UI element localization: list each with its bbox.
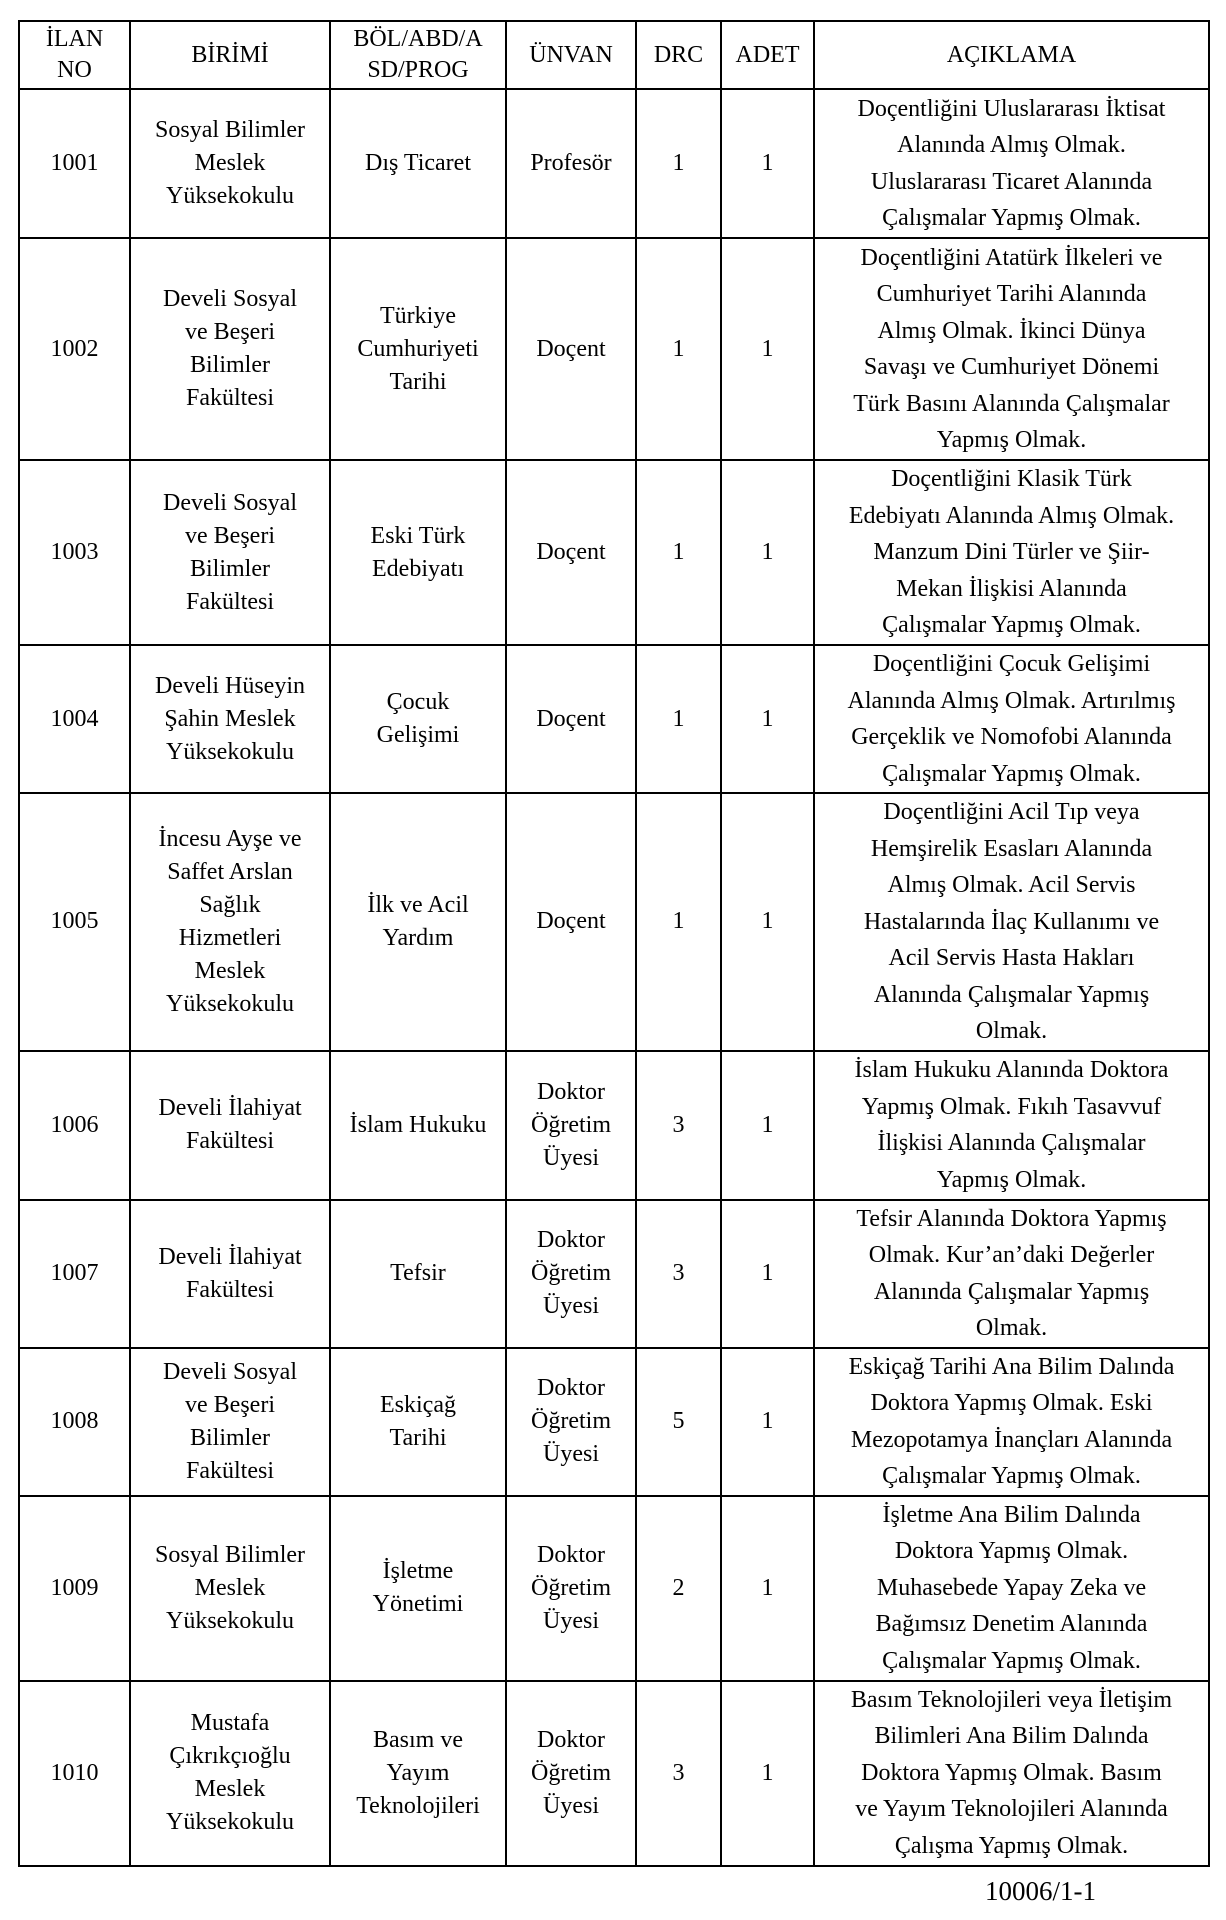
table-row: [19, 1051, 1209, 1200]
table-row: [19, 1200, 1209, 1348]
cell-adet: 1: [721, 645, 814, 793]
cell-adet: 1: [721, 1200, 814, 1348]
cell-drc: 3: [636, 1681, 721, 1866]
cell-unvan: Doçent: [506, 460, 636, 645]
table-row: [19, 1348, 1209, 1496]
cell-bolum: İslam Hukuku: [330, 1051, 506, 1200]
table-row: [19, 1681, 1209, 1866]
cell-unvan: Doçent: [506, 645, 636, 793]
cell-ilan-no: 1010: [19, 1681, 130, 1866]
cell-ilan-no: 1002: [19, 238, 130, 460]
cell-birimi: İncesu Ayşe ve Saffet Arslan Sağlık Hizmetleri Meslek Yüksekokulu: [130, 793, 330, 1051]
cell-bolum: Basım ve Yayım Teknolojileri: [330, 1681, 506, 1866]
cell-bolum: Dış Ticaret: [330, 89, 506, 238]
cell-adet: 1: [721, 460, 814, 645]
cell-bolum: İşletme Yönetimi: [330, 1496, 506, 1681]
cell-ilan-no: 1005: [19, 793, 130, 1051]
header-ilan-no: İLAN NO: [19, 21, 130, 89]
cell-adet: 1: [721, 1681, 814, 1866]
cell-bolum: İlk ve Acil Yardım: [330, 793, 506, 1051]
cell-birimi: Develi İlahiyat Fakültesi: [130, 1200, 330, 1348]
cell-drc: 1: [636, 460, 721, 645]
cell-unvan: Profesör: [506, 89, 636, 238]
header-bolum: BÖL/ABD/A SD/PROG: [330, 21, 506, 89]
cell-aciklama: Eskiçağ Tarihi Ana Bilim Dalında Doktora Yapmış Olmak. Eski Mezopotamya İnançları Alanında Çalışmalar Yapmış Olmak.: [814, 1348, 1209, 1496]
cell-ilan-no: 1007: [19, 1200, 130, 1348]
header-aciklama: AÇIKLAMA: [814, 21, 1209, 89]
cell-drc: 5: [636, 1348, 721, 1496]
cell-birimi: Sosyal Bilimler Meslek Yüksekokulu: [130, 89, 330, 238]
cell-drc: 1: [636, 89, 721, 238]
cell-ilan-no: 1004: [19, 645, 130, 793]
table-row: [19, 793, 1209, 1051]
cell-unvan: Doktor Öğretim Üyesi: [506, 1681, 636, 1866]
header-drc: DRC: [636, 21, 721, 89]
header-birimi: BİRİMİ: [130, 21, 330, 89]
cell-unvan: Doktor Öğretim Üyesi: [506, 1200, 636, 1348]
cell-birimi: Sosyal Bilimler Meslek Yüksekokulu: [130, 1496, 330, 1681]
cell-ilan-no: 1003: [19, 460, 130, 645]
cell-aciklama: İslam Hukuku Alanında Doktora Yapmış Olmak. Fıkıh Tasavvuf İlişkisi Alanında Çalışmalar Yapmış Olmak.: [814, 1051, 1209, 1200]
cell-birimi: Develi Sosyal ve Beşeri Bilimler Fakültesi: [130, 1348, 330, 1496]
table-row: [19, 645, 1209, 793]
cell-unvan: Doktor Öğretim Üyesi: [506, 1051, 636, 1200]
cell-aciklama: Doçentliğini Uluslararası İktisat Alanında Almış Olmak. Uluslararası Ticaret Alanında Çalışmalar Yapmış Olmak.: [814, 89, 1209, 238]
cell-drc: 3: [636, 1051, 721, 1200]
cell-adet: 1: [721, 89, 814, 238]
cell-birimi: Develi İlahiyat Fakültesi: [130, 1051, 330, 1200]
table-row: [19, 460, 1209, 645]
cell-unvan: Doçent: [506, 793, 636, 1051]
cell-bolum: Çocuk Gelişimi: [330, 645, 506, 793]
cell-drc: 1: [636, 645, 721, 793]
cell-bolum: Eski Türk Edebiyatı: [330, 460, 506, 645]
table-row: [19, 89, 1209, 238]
cell-birimi: Mustafa Çıkrıkçıoğlu Meslek Yüksekokulu: [130, 1681, 330, 1866]
cell-ilan-no: 1008: [19, 1348, 130, 1496]
header-row: [19, 21, 1209, 89]
cell-aciklama: Basım Teknolojileri veya İletişim Bilimleri Ana Bilim Dalında Doktora Yapmış Olmak. Basım ve Yayım Teknolojileri Alanında Çalışma Yapmış Olmak.: [814, 1681, 1209, 1866]
cell-adet: 1: [721, 1348, 814, 1496]
header-adet: ADET: [721, 21, 814, 89]
cell-aciklama: Tefsir Alanında Doktora Yapmış Olmak. Kur’an’daki Değerler Alanında Çalışmalar Yapmış Olmak.: [814, 1200, 1209, 1348]
cell-drc: 3: [636, 1200, 721, 1348]
cell-unvan: Doçent: [506, 238, 636, 460]
cell-adet: 1: [721, 793, 814, 1051]
cell-ilan-no: 1009: [19, 1496, 130, 1681]
cell-aciklama: Doçentliğini Çocuk Gelişimi Alanında Almış Olmak. Artırılmış Gerçeklik ve Nomofobi Alanında Çalışmalar Yapmış Olmak.: [814, 645, 1209, 793]
cell-bolum: Türkiye Cumhuriyeti Tarihi: [330, 238, 506, 460]
table-row: [19, 238, 1209, 460]
cell-bolum: Eskiçağ Tarihi: [330, 1348, 506, 1496]
cell-ilan-no: 1001: [19, 89, 130, 238]
cell-birimi: Develi Sosyal ve Beşeri Bilimler Fakültesi: [130, 238, 330, 460]
cell-drc: 1: [636, 238, 721, 460]
header-unvan: ÜNVAN: [506, 21, 636, 89]
cell-drc: 2: [636, 1496, 721, 1681]
cell-birimi: Develi Hüseyin Şahin Meslek Yüksekokulu: [130, 645, 330, 793]
cell-unvan: Doktor Öğretim Üyesi: [506, 1348, 636, 1496]
cell-aciklama: Doçentliğini Acil Tıp veya Hemşirelik Esasları Alanında Almış Olmak. Acil Servis Hastalarında İlaç Kullanımı ve Acil Servis Hasta Hakları Alanında Çalışmalar Yapmış Olmak.: [814, 793, 1209, 1051]
document-code: 10006/1-1: [985, 1876, 1096, 1906]
cell-aciklama: Doçentliğini Klasik Türk Edebiyatı Alanında Almış Olmak. Manzum Dini Türler ve Şiir- Mekan İlişkisi Alanında Çalışmalar Yapmış Olmak.: [814, 460, 1209, 645]
cell-birimi: Develi Sosyal ve Beşeri Bilimler Fakültesi: [130, 460, 330, 645]
cell-unvan: Doktor Öğretim Üyesi: [506, 1496, 636, 1681]
cell-bolum: Tefsir: [330, 1200, 506, 1348]
cell-aciklama: İşletme Ana Bilim Dalında Doktora Yapmış Olmak. Muhasebede Yapay Zeka ve Bağımsız Denetim Alanında Çalışmalar Yapmış Olmak.: [814, 1496, 1209, 1681]
cell-ilan-no: 1006: [19, 1051, 130, 1200]
table-row: [19, 1496, 1209, 1681]
position-table: [18, 20, 1210, 1867]
cell-adet: 1: [721, 1496, 814, 1681]
cell-drc: 1: [636, 793, 721, 1051]
cell-adet: 1: [721, 1051, 814, 1200]
cell-aciklama: Doçentliğini Atatürk İlkeleri ve Cumhuriyet Tarihi Alanında Almış Olmak. İkinci Dünya Savaşı ve Cumhuriyet Dönemi Türk Basını Alanında Çalışmalar Yapmış Olmak.: [814, 238, 1209, 460]
cell-adet: 1: [721, 238, 814, 460]
